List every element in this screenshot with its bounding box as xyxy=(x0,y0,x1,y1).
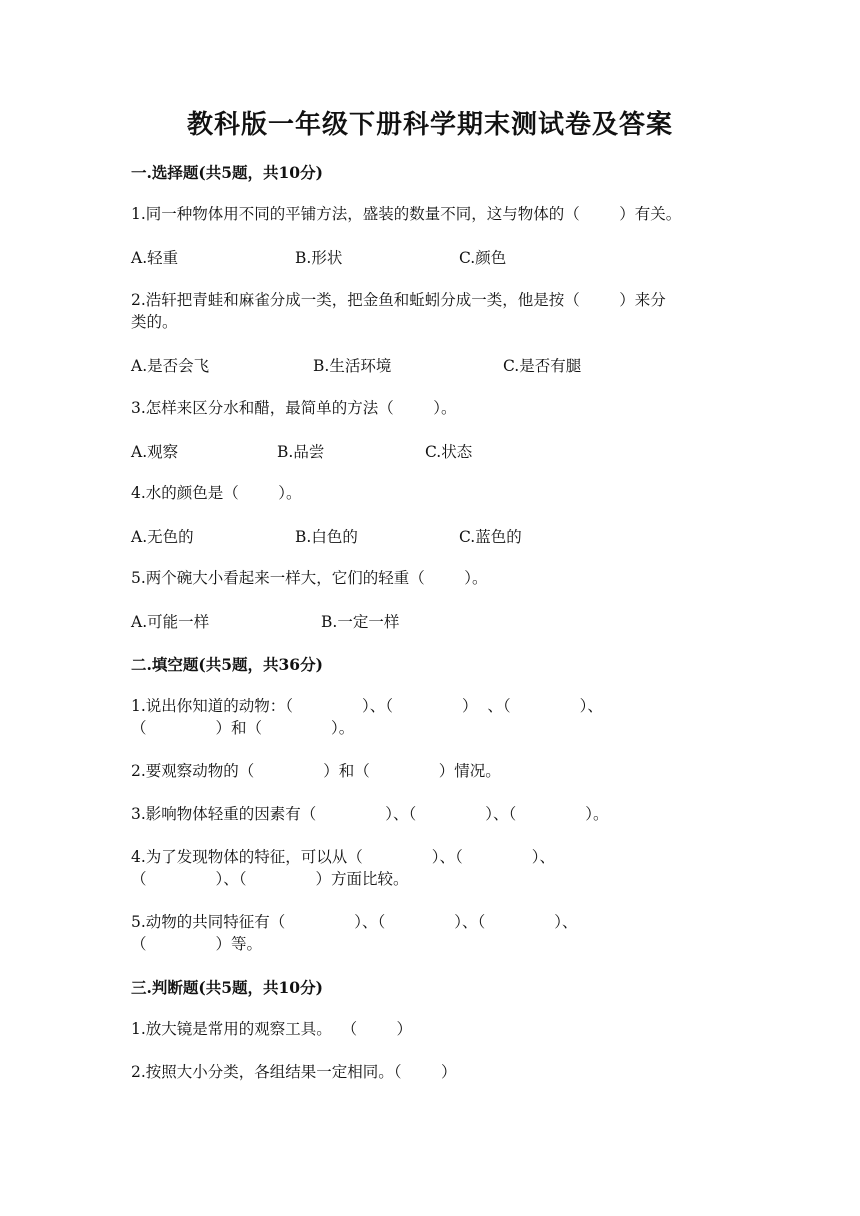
question-text: 1.同一种物体用不同的平铺方法，盛装的数量不同，这与物体的（ ）有关。 xyxy=(131,205,682,223)
question-text: 4.水的颜色是（ ）。 xyxy=(131,484,302,502)
option-b: B.品尝 xyxy=(277,443,325,461)
question-text-continued: （ ）和（ ）。 xyxy=(131,719,355,737)
section-heading: 一.选择题(共5题，共10分) xyxy=(131,163,323,182)
question-text: 2.浩轩把青蛙和麻雀分成一类，把金鱼和蚯蚓分成一类，他是按（ ）来分 xyxy=(131,291,666,309)
page-title: 教科版一年级下册科学期末测试卷及答案 xyxy=(186,110,673,140)
option-b: B.形状 xyxy=(295,249,343,267)
question-text-continued: （ ）、（ ）方面比较。 xyxy=(131,870,409,888)
option-b: B.生活环境 xyxy=(313,357,392,375)
option-a: A.观察 xyxy=(131,443,179,461)
question-text: 1.说出你知道的动物：（ ）、（ ） 、（ ）、 xyxy=(131,697,603,715)
option-c: C.颜色 xyxy=(459,249,507,267)
question-text: 3.影响物体轻重的因素有（ ）、（ ）、（ ）。 xyxy=(131,805,609,823)
question-text: 4.为了发现物体的特征，可以从（ ）、（ ）、 xyxy=(131,848,555,866)
question-text: 1.放大镜是常用的观察工具。 （ ） xyxy=(131,1020,413,1038)
option-a: A.轻重 xyxy=(131,249,179,267)
section-heading: 二.填空题(共5题，共36分) xyxy=(131,655,323,674)
question-text-continued: （ ）等。 xyxy=(131,935,262,953)
option-c: C.状态 xyxy=(425,443,473,461)
question-text: 3.怎样来区分水和醋，最简单的方法（ ）。 xyxy=(131,399,457,417)
option-a: A.是否会飞 xyxy=(131,357,210,375)
option-c: C.蓝色的 xyxy=(459,528,522,546)
question-text: 2.按照大小分类，各组结果一定相同。（ ） xyxy=(131,1063,457,1081)
option-b: B.白色的 xyxy=(295,528,358,546)
question-text: 5.两个碗大小看起来一样大，它们的轻重（ ）。 xyxy=(131,569,488,587)
option-a: A.可能一样 xyxy=(131,613,210,631)
question-text: 2.要观察动物的（ ）和（ ）情况。 xyxy=(131,762,501,780)
option-a: A.无色的 xyxy=(131,528,194,546)
option-b: B.一定一样 xyxy=(321,613,400,631)
question-text: 5.动物的共同特征有（ ）、（ ）、（ ）、 xyxy=(131,913,578,931)
question-text-continued: 类的。 xyxy=(131,313,178,331)
section-heading: 三.判断题(共5题，共10分) xyxy=(131,978,323,997)
option-c: C.是否有腿 xyxy=(503,357,582,375)
